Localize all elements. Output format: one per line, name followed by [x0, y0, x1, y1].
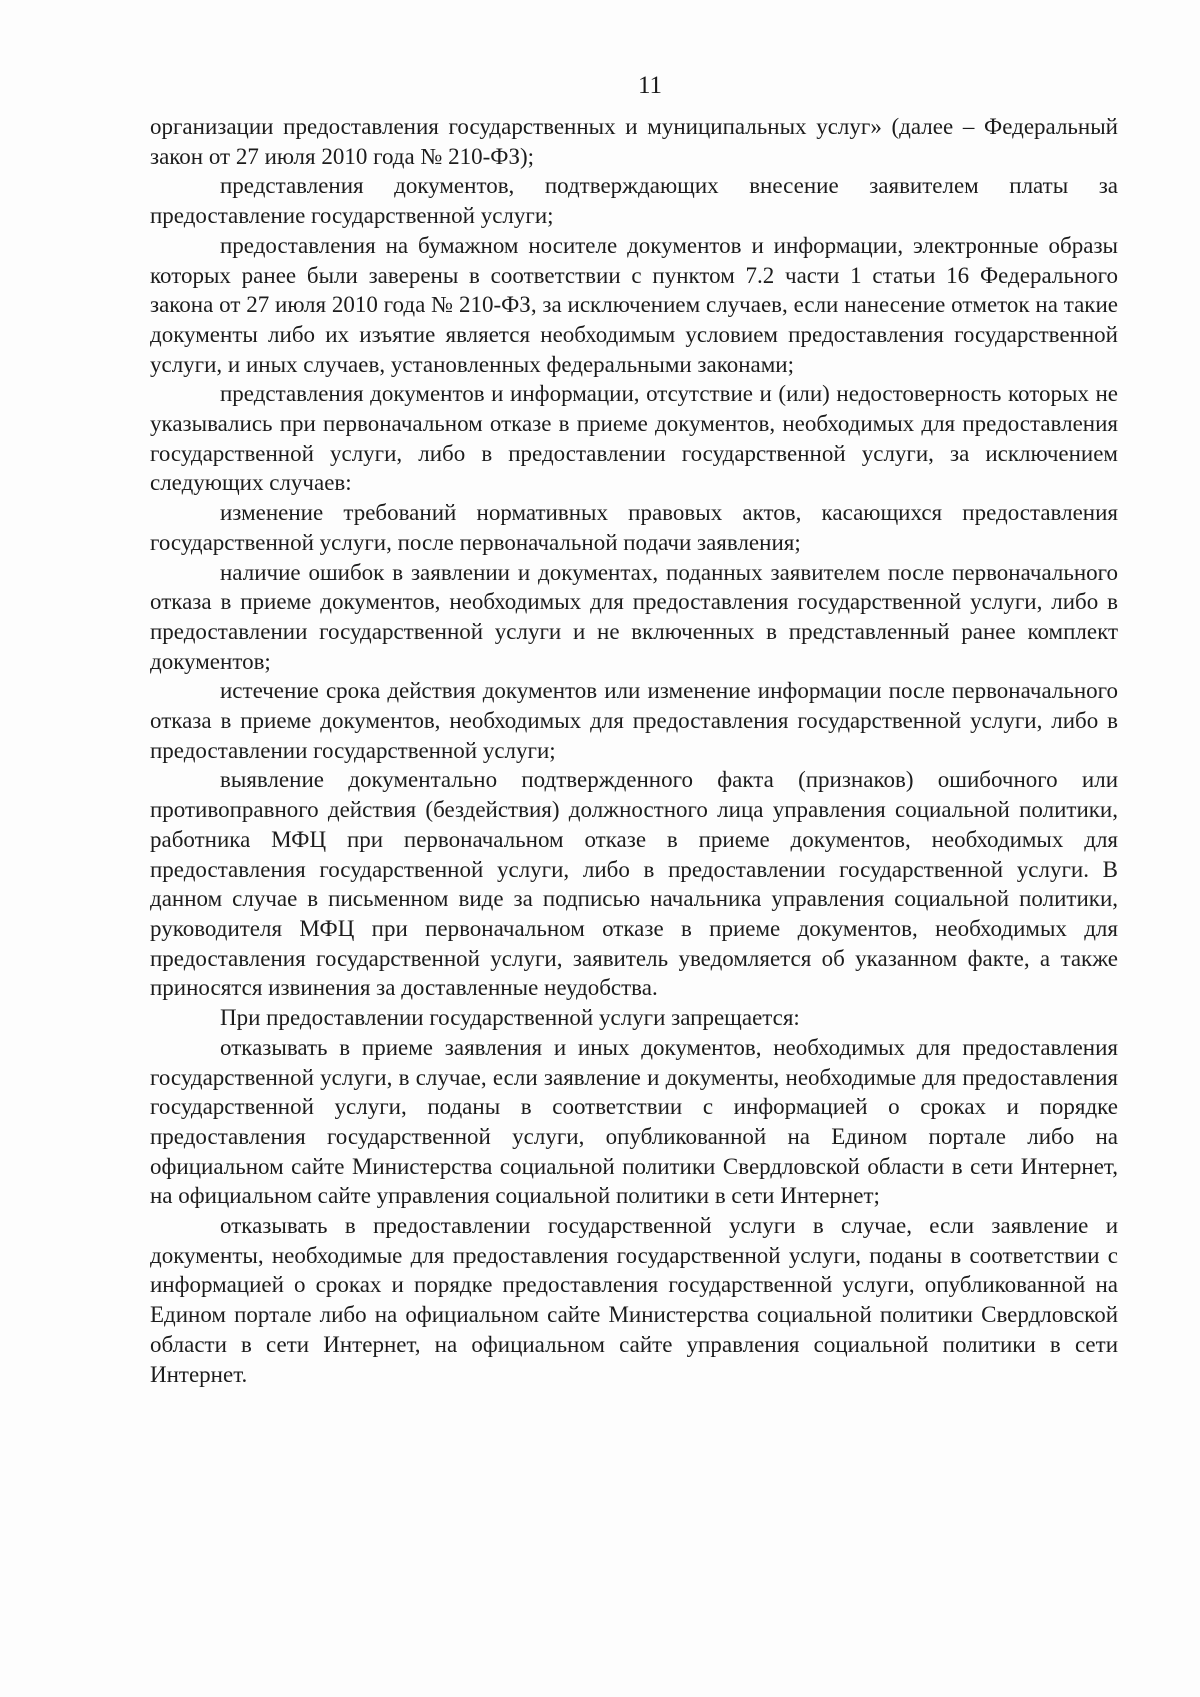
prohibition-refuse-service: отказывать в предоставлении государственной услуги в случае, если заявление и документы, необходимые для предоставления государственной услуги, поданы в соответствии с информацией о сроках и порядке предоставления государственной услуги, опубликованной на Едином портале либо на официальном сайте Министерства социальной политики Свердловской области в сети Интернет, на официальном сайте управления социальной политики в сети Интернет.	[150, 1213, 1118, 1387]
document-body	[150, 112, 1118, 1389]
paragraph-continuation: организации предоставления государственных и муниципальных услуг» (далее – Федеральный закон от 27 июля 2010 года № 210-ФЗ);	[150, 114, 1118, 169]
paragraph-paper-documents: предоставления на бумажном носителе документов и информации, электронные образы которых ранее были заверены в соответствии с пунктом 7.2 части 1 статьи 16 Федерального закона от 27 июля 2010 года № 210-ФЗ, за исключением случаев, если нанесение отметок на такие документы либо их изъятие является необходимым условием предоставления государственной услуги, и иных случаев, установленных федеральными законами;	[150, 232, 1118, 377]
paragraph-missing-documents: представления документов и информации, отсутствие и (или) недостоверность которых не указывались при первоначальном отказе в приеме документов, необходимых для предоставления государственной услуги, либо в предоставлении государственной услуги, за исключением следующих случаев:	[150, 381, 1118, 496]
paragraph-payment-documents: представления документов, подтверждающих внесение заявителем платы за предоставление государственной услуги;	[150, 173, 1118, 229]
exception-expired-documents: истечение срока действия документов или изменение информации после первоначального отказа в приеме документов, необходимых для предоставления государственной услуги, либо в предоставлении государственной услуги;	[150, 678, 1118, 763]
exception-official-misconduct: выявление документально подтвержденного факта (признаков) ошибочного или противоправного действия (бездействия) должностного лица управления социальной политики, работника МФЦ при первоначальном отказе в приеме документов, необходимых для предоставления государственной услуги, либо в предоставлении государственной услуги. В данном случае в письменном виде за подписью начальника управления социальной политики, руководителя МФЦ при первоначальном отказе в приеме документов, необходимых для предоставления государственной услуги, заявитель уведомляется об указанном факте, а также приносятся извинения за доставленные неудобства.	[150, 767, 1118, 1001]
exception-errors-in-application: наличие ошибок в заявлении и документах, поданных заявителем после первоначального отказа в приеме документов, необходимых для предоставления государственной услуги, либо в предоставлении государственной услуги и не включенных в представленный ранее комплект документов;	[150, 559, 1118, 674]
exception-requirements-change: изменение требований нормативных правовых актов, касающихся предоставления государственной услуги, после первоначальной подачи заявления;	[150, 500, 1118, 555]
prohibition-refuse-acceptance: отказывать в приеме заявления и иных документов, необходимых для предоставления государственной услуги, в случае, если заявление и документы, необходимые для предоставления государственной услуги, поданы в соответствии с информацией о сроках и порядке предоставления государственной услуги, опубликованной на Едином портале либо на официальном сайте Министерства социальной политики Свердловской области в сети Интернет, на официальном сайте управления социальной политики в сети Интернет;	[150, 1034, 1118, 1209]
paragraph-prohibitions-heading: При предоставлении государственной услуги запрещается:	[220, 1005, 800, 1031]
page-number: 11	[637, 72, 663, 99]
